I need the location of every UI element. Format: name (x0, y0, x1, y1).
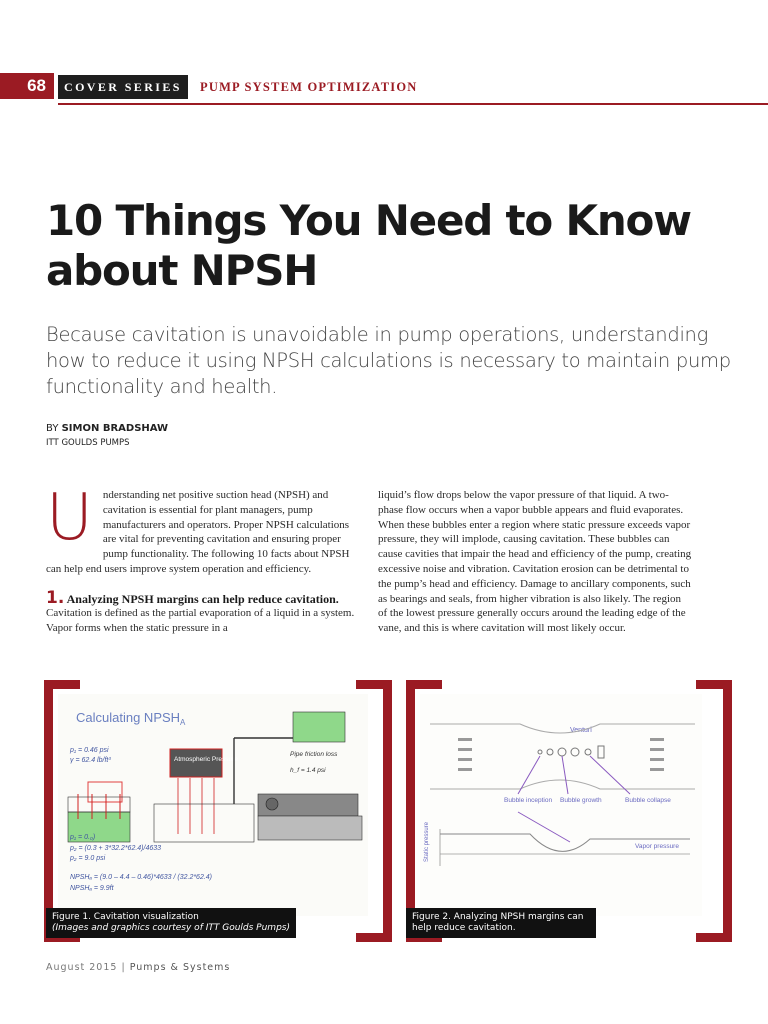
footer-separator: | (117, 962, 130, 973)
npsh-calculation-diagram (58, 694, 368, 916)
atmospheric-pressure-box (170, 749, 222, 777)
section-1-body: Cavitation is defined as the partial evaporation of a liquid in a system. Vapor forms when the static pressure in a (46, 606, 355, 634)
header-rule (58, 103, 768, 105)
byline-prefix: BY (46, 423, 62, 434)
tank-headspace (68, 797, 130, 812)
bubble-collapse-label: Bubble collapse (625, 797, 671, 804)
pump-impeller (266, 798, 278, 810)
section-1-heading (46, 587, 360, 608)
author-name: SIMON BRADSHAW (61, 423, 169, 434)
column-2-body: liquid’s flow drops below the vapor pressure of that liquid. A two-phase flow occurs when a vapor bubble appears and fluid evaporates. When these bubbles enter a region where static pressure exceeds vapor pressure, they will implode, causing cavitation. These bubbles can cause cavities that impair the head and efficiency of the pump, creating excessive noise and vibration. Cavitation erosion can be detrimental to the pump’s head and efficiency. Damage to ancillary components, such as bearings and seals, from higher vibration is also likely. The region of the lowest pressure generally occurs around the leading edge of the vane, and this is where cavitation will most likely occur. (378, 489, 692, 635)
intro-paragraph: nderstanding net positive suction head (NPSH) and cavitation is essential for plant managers, pump manufacturers and operators. Proper NPSH calculations are vital for preventing cavitation and ensuring proper pump functionality. The following 10 facts about NPSH can help end users improve system operation and efficiency. (46, 489, 350, 575)
topic-label: PUMP SYSTEM OPTIMIZATION (200, 80, 418, 94)
vapor-pressure-label: Vapor pressure (635, 843, 679, 850)
friction-value: h_f = 1.4 psi (290, 767, 326, 774)
author-affiliation: ITT GOULDS PUMPS (46, 438, 130, 448)
equation-5: p₂ = 9.0 psi (70, 855, 106, 862)
page-header (0, 73, 768, 106)
discharge-tank (293, 712, 345, 742)
footer-date: August 2015 (46, 962, 118, 973)
static-pressure-label: Static pressure (424, 821, 430, 862)
section-1-number: 1. (46, 587, 65, 608)
footer-publication: Pumps & Systems (129, 962, 231, 973)
article-title: 10 Things You Need to Know about NPSH (46, 196, 691, 295)
equation-6: NPSHₐ = (9.0 – 4.4 – 0.46)*4633 / (32.2*62.4) (70, 874, 213, 881)
diagram-title: Calculating $NPSH_A$ (76, 710, 186, 727)
bubbles (538, 746, 604, 758)
equation-4: p₂ = (0.3 + 3*32.2*62.4)/4633 (70, 845, 162, 852)
pressure-tag (88, 782, 122, 802)
column-2 (378, 488, 692, 636)
bubble-growth-label: Bubble growth (560, 797, 602, 804)
equation-3: p₁ = 0.₀) (70, 834, 96, 841)
figure-2-caption: Figure 2. Analyzing NPSH margins can help reduce cavitation. (406, 908, 596, 938)
equation-2: γ = 62.4 lb/ft³ (70, 757, 111, 764)
equation-7: NPSHₐ = 9.9ft (70, 885, 114, 892)
flow-arrows-right (650, 738, 664, 771)
byline (46, 423, 168, 434)
venturi-cavitation-diagram (420, 694, 702, 916)
pump-base (258, 816, 362, 840)
drop-cap: U (46, 481, 93, 555)
page-number: 68 (0, 73, 54, 99)
bubble-inception-label: Bubble inception (504, 797, 553, 804)
series-label: COVER SERIES (58, 75, 188, 99)
column-1 (46, 481, 360, 635)
suction-frame (154, 804, 254, 842)
atmosphere-arrows (178, 778, 214, 834)
flow-arrows-left (458, 738, 472, 771)
venturi-label: Venturi (570, 727, 592, 734)
figure-1-image (58, 694, 368, 916)
atmospheric-label: Atmospheric Pressure (174, 756, 238, 763)
figure-1-caption-credit: (Images and graphics courtesy of ITT Goulds Pumps) (52, 923, 290, 933)
page-footer (46, 962, 230, 973)
section-1-title: Analyzing NPSH margins can help reduce cavitation. (66, 591, 339, 606)
figure-1-caption-title: Figure 1. Cavitation visualization (52, 912, 199, 922)
friction-label: Pipe friction loss (290, 751, 338, 758)
article-deck: Because cavitation is unavoidable in pump operations, understanding how to reduce it using NPSH calculations is necessary to maintain pump functionality and health. (46, 323, 731, 398)
equation-1: p₁ = 0.46 psi (70, 747, 109, 754)
figure-2-image (420, 694, 702, 916)
figure-1-caption (46, 908, 296, 938)
